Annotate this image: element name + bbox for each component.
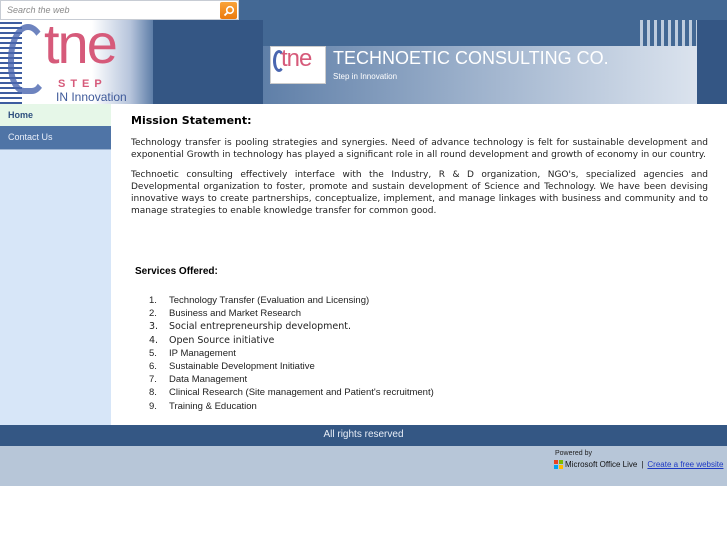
- list-item: 4. Open Source initiative: [149, 334, 275, 346]
- site-tagline: Step in Innovation: [333, 72, 398, 81]
- office-live-label: Microsoft Office Live: [565, 460, 638, 469]
- mission-paragraph-1: Technology transfer is pooling strategies and synergies. Need of advance technology is felt for sustainable development and exponential Growth in technology has played a significant role in all round development and growth of economy in our country.: [131, 138, 708, 160]
- logo-swirl-icon: [8, 24, 48, 94]
- search-button[interactable]: [220, 2, 237, 19]
- list-item: 1. Technology Transfer (Evaluation and Licensing): [149, 295, 370, 306]
- logo-wordmark: tne: [44, 20, 116, 75]
- logo-tagline: IN Innovation: [56, 90, 127, 104]
- list-item: 2. Business and Market Research: [149, 308, 302, 320]
- list-item: 6. Sustainable Development Initiative: [149, 360, 315, 372]
- sidebar-nav: [0, 104, 111, 425]
- mission-paragraph-2: Technoetic consulting effectively interface with the Industry, R & D organization, NGO's, specialized agencies and Developmental organization to foster, promote and sustain development of Science and Technology. We have been devising innovative ways to create partnerships, conceptualize, implement, and manage linkages with business and community and to manage strategies to enable knowledge transfer for common good.: [131, 170, 708, 216]
- main-content: [131, 114, 708, 225]
- services-list: [149, 294, 434, 413]
- create-free-website-link[interactable]: Create a free website: [647, 460, 724, 469]
- sidebar-item-contact-us[interactable]: Contact Us: [0, 126, 111, 150]
- logo-step: STEP: [58, 78, 107, 90]
- list-item: 8. Clinical Research (Site management and Patient's recruitment): [149, 387, 434, 399]
- mission-title: Mission Statement:: [131, 114, 252, 127]
- separator: |: [641, 460, 644, 469]
- decorative-bars: [640, 20, 697, 46]
- site-title: TECHNOETIC CONSULTING CO.: [333, 48, 609, 68]
- powered-by-label: Powered by: [555, 450, 592, 457]
- services-title: Services Offered:: [135, 266, 218, 277]
- header-band: [153, 20, 263, 104]
- list-item: 7. Data Management: [149, 374, 248, 386]
- list-item: 9. Training & Education: [149, 400, 257, 412]
- list-item: 3. Social entrepreneurship development.: [149, 321, 352, 333]
- powered-by-line: [554, 460, 723, 469]
- footer-copyright: All rights reserved: [0, 425, 727, 446]
- search-input[interactable]: [3, 2, 217, 18]
- sidebar-item-home[interactable]: Home: [0, 104, 111, 126]
- search-box: [0, 0, 239, 20]
- banner-logo: [270, 46, 326, 84]
- banner-logo-wordmark: tne: [281, 46, 312, 72]
- search-icon: [223, 5, 235, 17]
- site-logo[interactable]: [0, 20, 153, 104]
- office-live-icon: [554, 460, 563, 469]
- list-item: 5. IP Management: [149, 347, 236, 359]
- header-band-right: [697, 20, 727, 104]
